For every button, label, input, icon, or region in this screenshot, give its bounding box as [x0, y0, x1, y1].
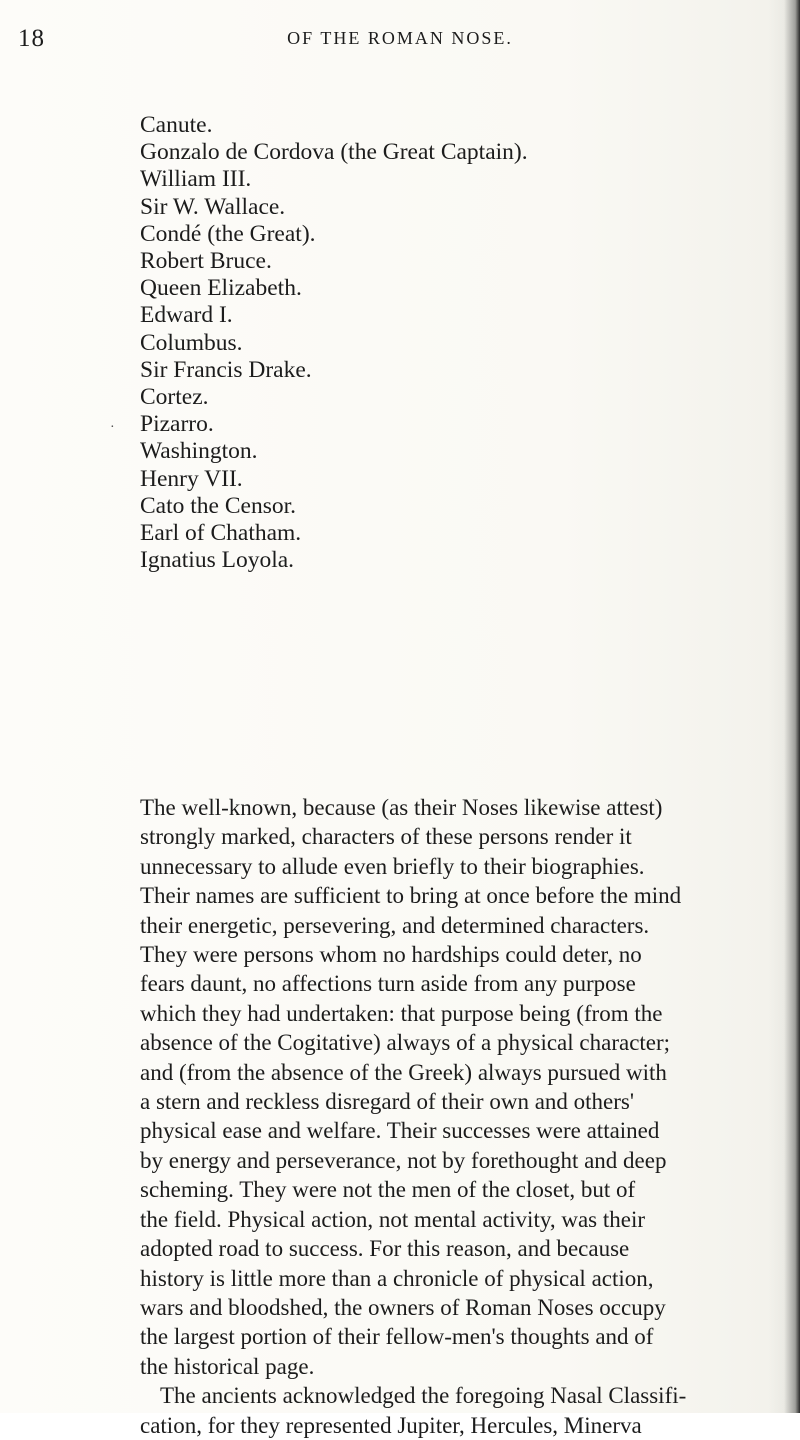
list-item: Queen Elizabeth. [140, 275, 302, 302]
text-line: the field. Physical action, not mental activity, was their [140, 1206, 646, 1232]
text-line: a stern and reckless disregard of their own and others' [140, 1089, 635, 1115]
text-line: which they had undertaken: that purpose being (from the [140, 1000, 663, 1026]
text-line: The well-known, because (as their Noses likewise attest) [140, 795, 663, 820]
page-header [0, 25, 800, 65]
list-item: Canute. [140, 112, 213, 138]
text-line: Their names are sufficient to bring at once before the mind [140, 883, 682, 909]
text-line: and (from the absence of the Greek) always pursued with [140, 1059, 667, 1085]
text-line: They were persons whom no hardships could deter, no [140, 942, 642, 968]
text-line: adopted road to success. For this reason, and because [140, 1236, 630, 1262]
list-item: Condé (the Great). [140, 220, 316, 247]
text-line: cation, for they represented Jupiter, Hercules, Minerva [140, 1412, 642, 1438]
text-line: strongly marked, characters of these persons render it [140, 824, 632, 850]
body-paragraph [140, 793, 768, 1440]
text-line: absence of the Cogitative) always of a physical character; [140, 1030, 671, 1056]
text-line: scheming. They were not the men of the closet, but of [140, 1177, 636, 1203]
list-item: Edward I. [140, 302, 233, 329]
list-item: Ignatius Loyola. [140, 547, 295, 574]
list-item: Pizarro. [140, 411, 214, 438]
page-number: 18 [18, 25, 45, 52]
list-item: Sir Francis Drake. [140, 356, 312, 383]
text-line: history is little more than a chronicle of physical action, [140, 1265, 654, 1291]
text-line: physical ease and welfare. Their successes were attained [140, 1118, 660, 1144]
text-line: the largest portion of their fellow-men's thoughts and of [140, 1324, 654, 1350]
list-item: Cortez. [140, 384, 209, 411]
list-item: Henry VII. [140, 465, 243, 492]
text-line: their energetic, persevering, and determined characters. [140, 912, 650, 938]
text-line: The ancients acknowledged the foregoing Nasal Classifi- [160, 1383, 687, 1409]
list-item: Columbus. [140, 329, 243, 356]
list-item: Earl of Chatham. [140, 520, 302, 547]
list-item: Gonzalo de Cordova (the Great Captain). [140, 139, 528, 166]
list-item: Washington. [140, 438, 258, 465]
list-item: Robert Bruce. [140, 248, 272, 275]
text-line: the historical page. [140, 1353, 315, 1379]
text-line: wars and bloodshed, the owners of Roman Noses occupy [140, 1294, 666, 1320]
running-head: OF THE ROMAN NOSE. [287, 28, 513, 48]
list-item: Sir W. Wallace. [140, 193, 286, 220]
page-edge-shadow [784, 0, 800, 1413]
text-line: by energy and perseverance, not by forethought and deep [140, 1147, 667, 1173]
list-item: Cato the Censor. [140, 492, 296, 519]
text-line: unnecessary to allude even briefly to their biographies. [140, 853, 645, 879]
list-item: William III. [140, 166, 252, 193]
name-list [140, 112, 528, 574]
text-line: fears daunt, no affections turn aside from any purpose [140, 971, 636, 997]
margin-mark: · [110, 420, 115, 435]
